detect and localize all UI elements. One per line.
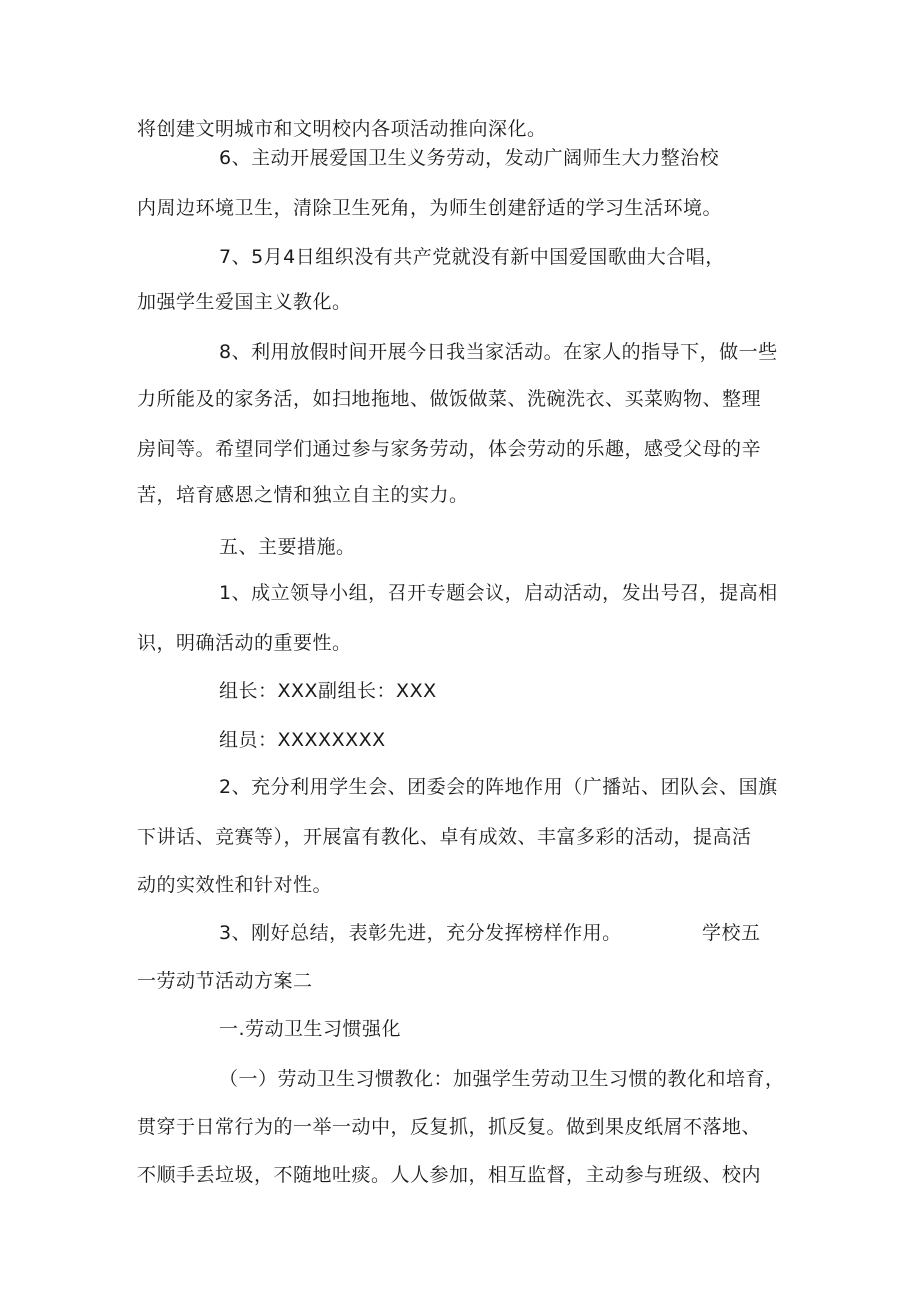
text-line: （一）劳动卫生习惯教化：加强学生劳动卫生习惯的教化和培育，: [219, 1068, 785, 1090]
text-line: 识，明确活动的重要性。: [137, 632, 352, 654]
text-line: 将创建文明城市和文明校内各项活动推向深化。: [137, 118, 547, 140]
text-line: 贯穿于日常行为的一举一动中，反复抓，抓反复。做到果皮纸屑不落地、: [137, 1116, 762, 1138]
section-heading: 一.劳动卫生习惯强化: [219, 1018, 402, 1040]
text-line: 2、充分利用学生会、团委会的阵地作用（广播站、团队会、国旗: [219, 776, 778, 798]
text-line: 力所能及的家务活，如扫地拖地、做饭做菜、洗碗洗衣、买菜购物、整理: [137, 388, 762, 410]
text-line: 学校五: [702, 922, 761, 944]
text-line: 加强学生爱国主义教化。: [137, 291, 352, 313]
text-line: 内周边环境卫生，清除卫生死角，为师生创建舒适的学习生活环境。: [137, 197, 723, 219]
section-heading: 一劳动节活动方案二: [137, 970, 313, 992]
text-line: 下讲话、竞赛等），开展富有教化、卓有成效、丰富多彩的活动，提高活: [137, 826, 752, 848]
text-line: 6、主动开展爱国卫生义务劳动，发动广阔师生大力整治校: [219, 147, 720, 169]
text-line: 不顺手丢垃圾，不随地吐痰。人人参加，相互监督，主动参与班级、校内: [137, 1164, 762, 1186]
text-line: 组长：XXX副组长：XXX: [219, 680, 437, 702]
text-line: 3、刚好总结，表彰先进，充分发挥榜样作用。: [219, 922, 622, 944]
text-line: 房间等。希望同学们通过参与家务劳动，体会劳动的乐趣，感受父母的辛: [137, 438, 762, 460]
text-line: 8、利用放假时间开展今日我当家活动。在家人的指导下，做一些: [219, 341, 778, 363]
text-line: 苦，培育感恩之情和独立自主的实力。: [137, 484, 469, 506]
text-line: 动的实效性和针对性。: [137, 874, 333, 896]
section-heading: 五、主要措施。: [219, 536, 356, 558]
text-line: 1、成立领导小组，召开专题会议，启动活动，发出号召，提高相: [219, 582, 778, 604]
text-line: 7、5月4日组织没有共产党就没有新中国爱国歌曲大合唱，: [219, 246, 725, 268]
text-line: 组员：XXXXXXXX: [219, 729, 386, 751]
